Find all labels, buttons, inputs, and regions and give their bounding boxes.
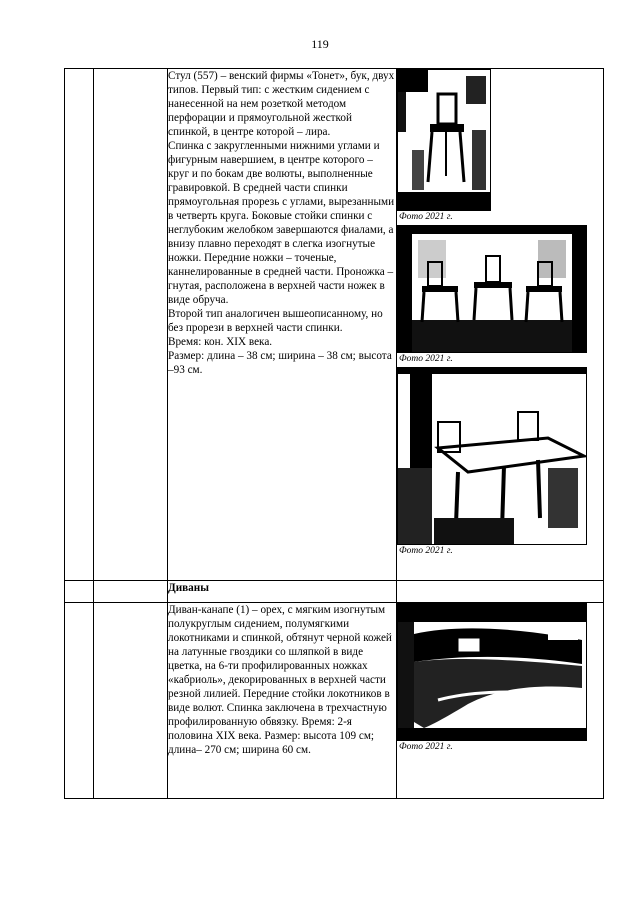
description-paragraph: Размер: длина – 38 см; ширина – 38 см; высота –93 см. xyxy=(168,350,392,376)
photo-cell xyxy=(397,69,604,581)
photo-caption: Фото 2021 г. xyxy=(399,354,453,364)
index-cell xyxy=(65,603,94,799)
description-paragraph: Диван-канапе (1) – орех, с мягким изогнутым полукруглым сидением, полумягкими локотниками и спинкой, обтянут черной кожей на латунные гвоздики со шляпкой в виде цветка, на 6-ти профилированных ножках «кабриоль», декорированных в верхней части резной лилией. Передние стойки локотников в виде волют. Спинка заключена в трехчастную профилированную обвязку. Время: 2-я половина XIX века. Размер: высота 109 см; длина– 270 см; ширина 60 см. xyxy=(168,604,392,756)
index-cell xyxy=(65,581,94,603)
table-row xyxy=(65,603,604,799)
chairs-photo xyxy=(397,225,587,353)
chair-photo xyxy=(397,69,491,211)
table-row xyxy=(65,69,604,581)
inventory-number-cell xyxy=(94,69,168,581)
index-cell xyxy=(65,69,94,581)
inventory-number-cell xyxy=(94,581,168,603)
page-number: 119 xyxy=(311,37,329,51)
description-paragraph: Спинка с закругленными нижними углами и фигурным навершием, в центре которого – круг и по бокам две волюты, выполненные гравировкой. В средней части спинки прямоугольная прорезь с углами, вырезанными в четверть круга. Боковые стойки спинки с неглубоким желобком завершаются фиалами, а внизу плавно переходят в слегка изогнутые ножки. Передние ножки – точеные, каннелированные в средней части. Проножка – гнутая, расположена в верхней части ножек в виде обруча. xyxy=(168,140,395,306)
description-paragraph: Стул (557) – венский фирмы «Тонет», бук, двух типов. Первый тип: с жестким сидением с нанесенной на нем розеткой методом перфорации и прямоугольной жесткой спинкой, в центре которой – лира. xyxy=(168,70,395,138)
photo-caption: Фото 2021 г. xyxy=(399,546,453,556)
inventory-number-cell xyxy=(94,603,168,799)
sofa-photo xyxy=(397,603,587,741)
photo-caption: Фото 2021 г. xyxy=(399,212,453,222)
inventory-table xyxy=(64,68,604,799)
description-paragraph: Время: кон. XIX века. xyxy=(168,336,273,348)
photo-caption: Фото 2021 г. xyxy=(399,742,453,752)
description-paragraph: Второй тип аналогичен вышеописанному, но без прорези в верхней части спинки. xyxy=(168,308,383,334)
section-row xyxy=(65,581,604,603)
table-chairs-photo xyxy=(397,367,587,545)
description-cell xyxy=(168,69,397,581)
photo-cell xyxy=(397,603,604,799)
photo-cell xyxy=(397,581,604,603)
section-title: Диваны xyxy=(168,581,397,603)
description-cell xyxy=(168,603,397,799)
